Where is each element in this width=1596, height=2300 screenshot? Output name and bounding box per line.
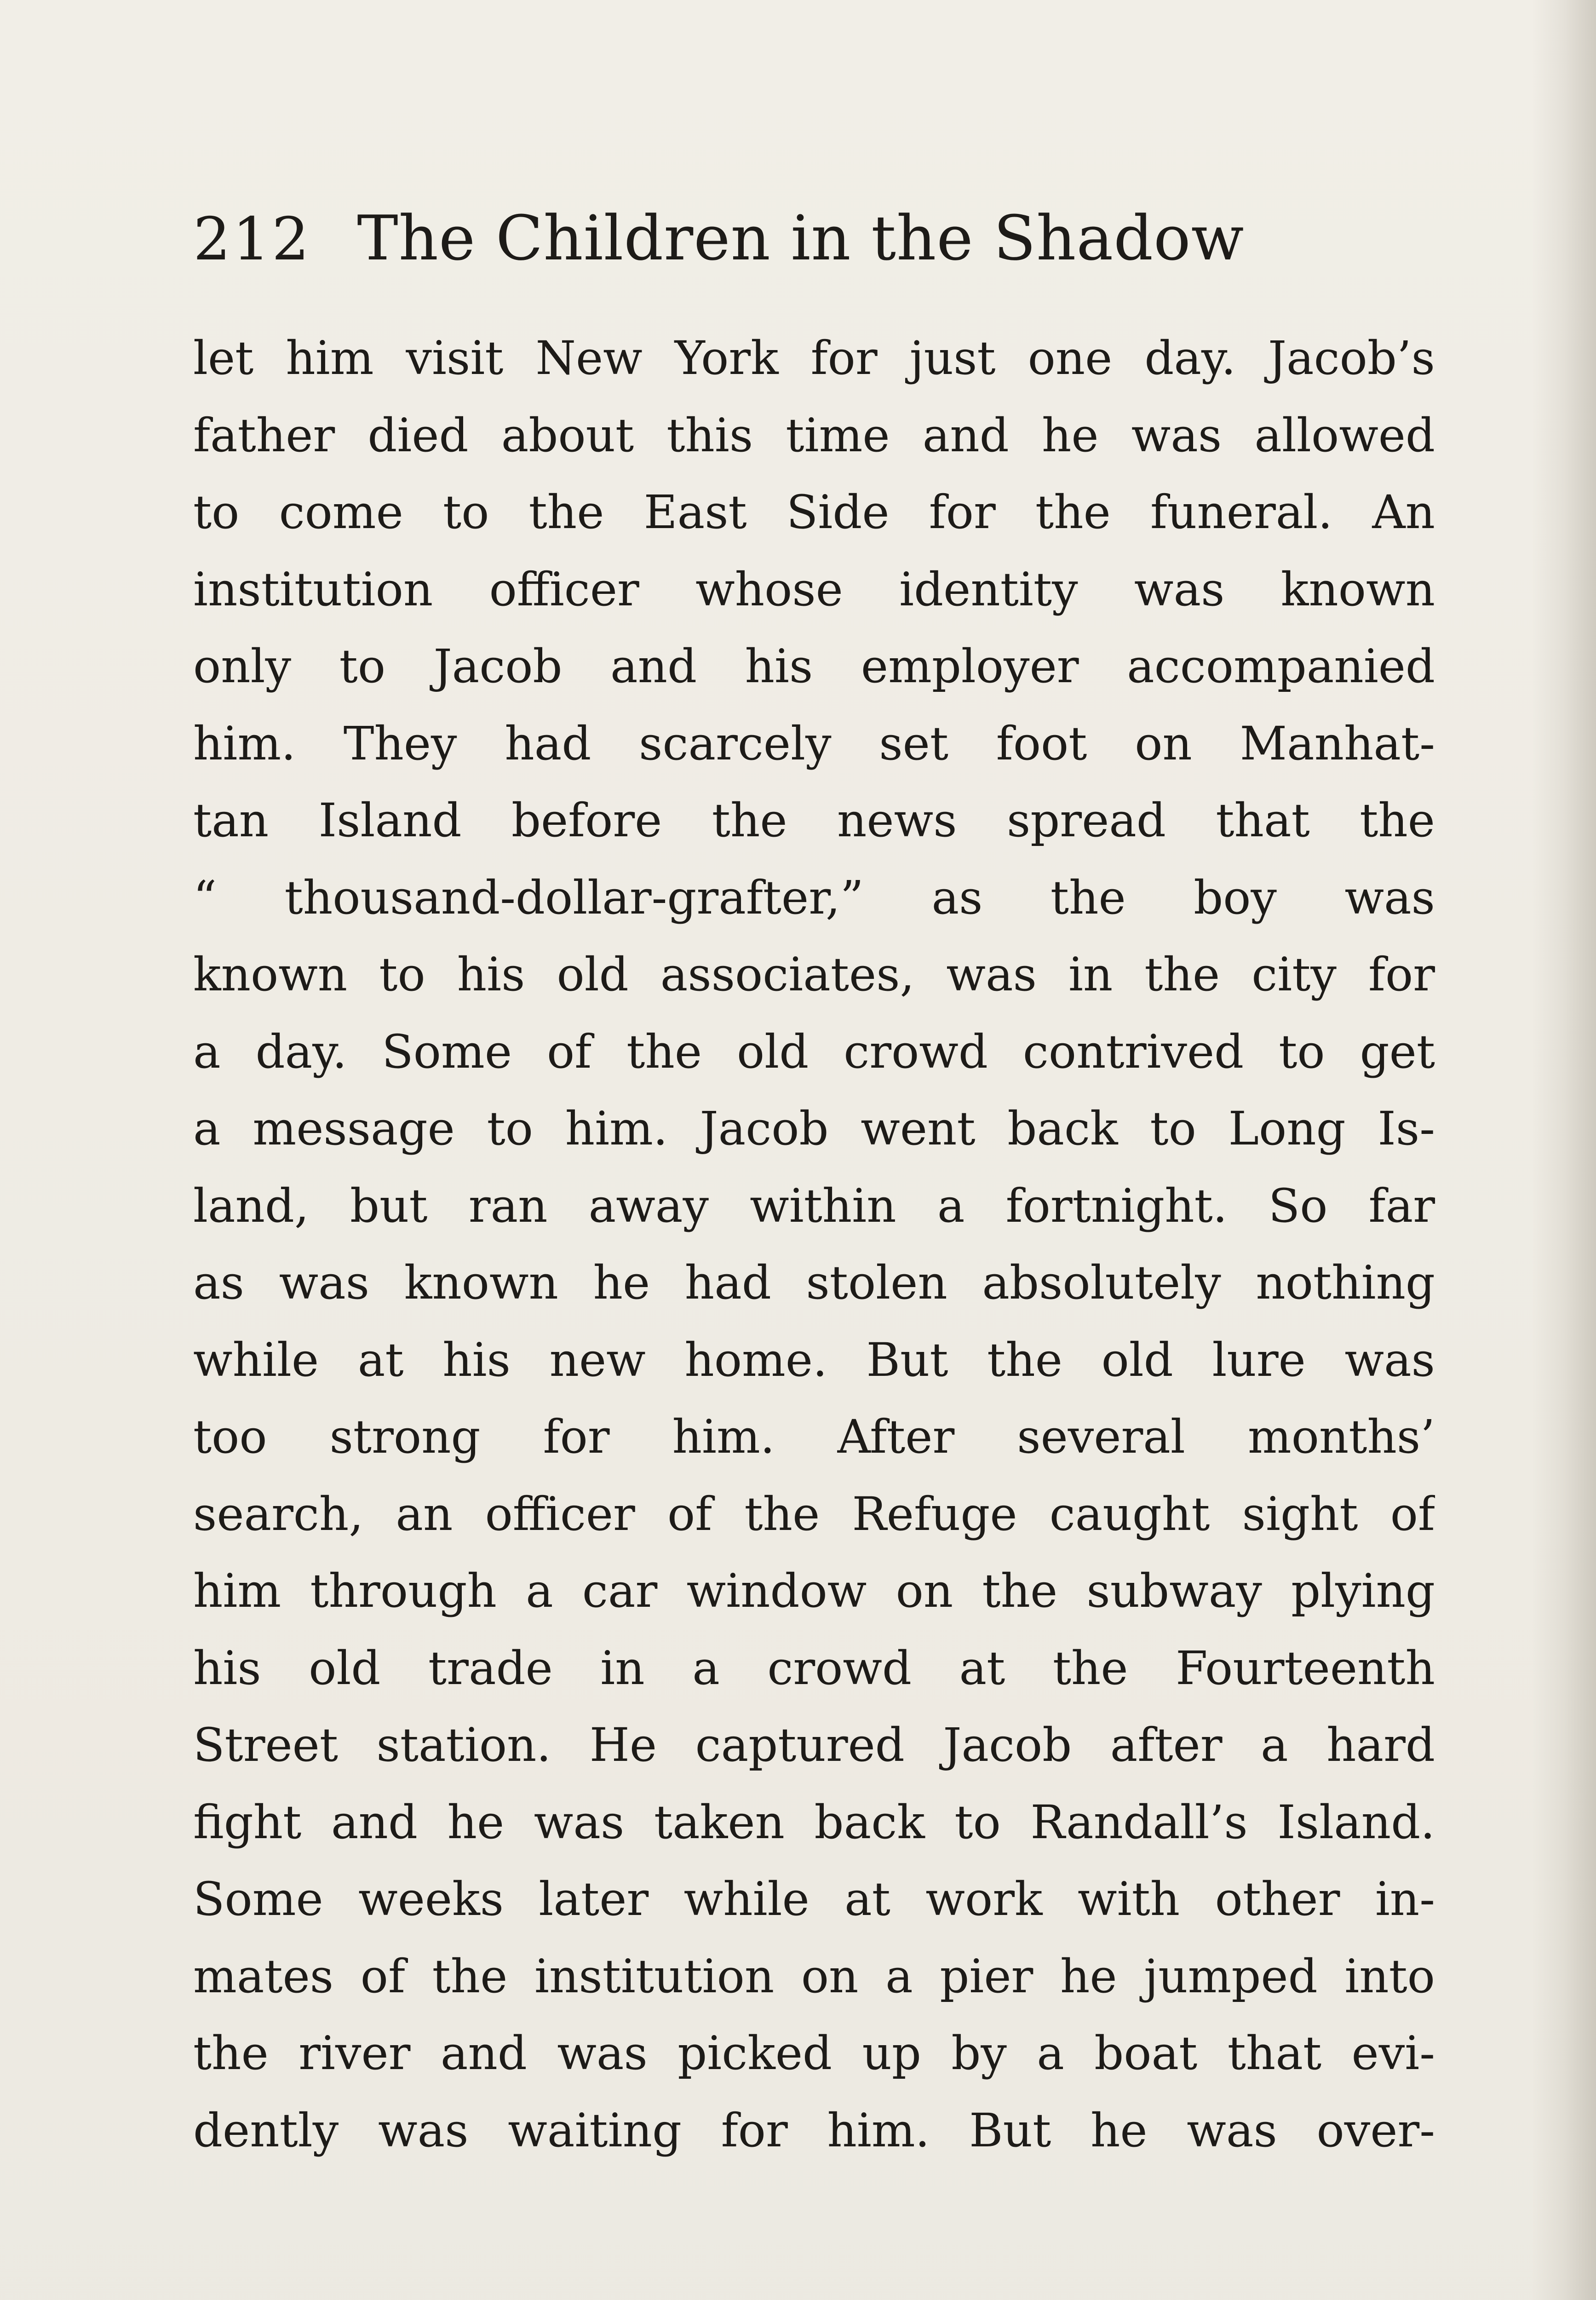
text-line: institution officer whose identity was known bbox=[193, 562, 1435, 616]
text-line: fight and he was taken back to Randall’s Island. bbox=[193, 1795, 1435, 1849]
text-line: as was known he had stolen absolutely nothing bbox=[193, 1256, 1435, 1310]
text-line: him through a car window on the subway plying bbox=[193, 1564, 1435, 1618]
text-line: dently was waiting for him. But he was over- bbox=[193, 2103, 1435, 2157]
text-line: let him visit New York for just one day. Jacob’s bbox=[193, 331, 1435, 385]
text-line: him. They had scarcely set foot on Manhat- bbox=[193, 716, 1435, 770]
text-line: father died about this time and he was allowed bbox=[193, 408, 1435, 462]
text-line: the river and was picked up by a boat that evi- bbox=[193, 2026, 1435, 2080]
text-line: land, but ran away within a fortnight. So far bbox=[193, 1179, 1435, 1233]
text-line: tan Island before the news spread that the bbox=[193, 794, 1435, 847]
text-line: search, an officer of the Refuge caught sight of bbox=[193, 1487, 1435, 1541]
text-line: known to his old associates, was in the city for bbox=[193, 948, 1435, 1001]
text-line: only to Jacob and his employer accompanied bbox=[193, 639, 1435, 693]
page-number: 212 bbox=[193, 205, 311, 274]
body-text bbox=[193, 320, 1435, 2169]
text-line: while at his new home. But the old lure was bbox=[193, 1333, 1435, 1387]
text-line: Street station. He captured Jacob after a hard bbox=[193, 1718, 1435, 1772]
text-line: “ thousand-dollar-grafter,” as the boy was bbox=[193, 870, 1435, 925]
page-header bbox=[193, 202, 1435, 299]
text-line: a day. Some of the old crowd contrived to get bbox=[193, 1024, 1435, 1079]
text-line: his old trade in a crowd at the Fourteenth bbox=[193, 1641, 1435, 1695]
text-line: a message to him. Jacob went back to Long Is- bbox=[193, 1102, 1435, 1156]
text-line: mates of the institution on a pier he jumped into bbox=[193, 1949, 1435, 2003]
text-line: Some weeks later while at work with other in- bbox=[193, 1872, 1435, 1926]
running-title: The Children in the Shadow bbox=[357, 202, 1245, 274]
text-line: too strong for him. After several months’ bbox=[193, 1410, 1435, 1464]
text-line: to come to the East Side for the funeral. An bbox=[193, 485, 1435, 539]
